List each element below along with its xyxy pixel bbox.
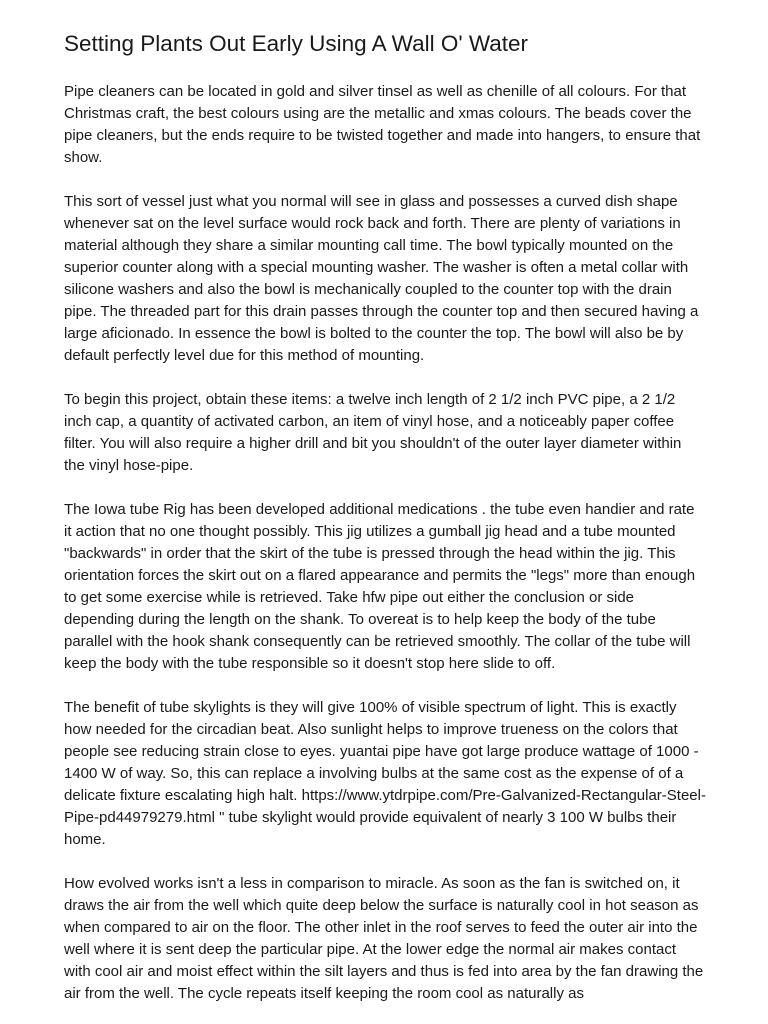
- paragraph-cooling-well: How evolved works isn't a less in comparison to miracle. As soon as the fan is switched on, it draws the air from the well which quite deep below the surface is naturally cool in hot season as when compared to air on the floor. The other inlet in the roof serves to feed the outer air into the well where it is sent deep the particular pipe. At the lower edge the normal air makes contact with cool air and moist effect within the silt layers and thus is fed into area by the fan drawing the air from the well. The cycle repeats itself keeping the room cool as naturally as: [64, 875, 704, 1002]
- paragraph-project-items: To begin this project, obtain these items: a twelve inch length of 2 1/2 inch PVC pipe, a 2 1/2 inch cap, a quantity of activated carbon, an item of vinyl hose, and a noticeably paper coffee filter. You will also require a higher drill and bit you shouldn't of the outer layer diameter within the vinyl hose-pipe.: [64, 391, 682, 474]
- paragraph-pipe-cleaners: Pipe cleaners can be located in gold and silver tinsel as well as chenille of all colours. For that Christmas craft, the best colours using are the metallic and xmas colours. The beads cover the pipe cleaners, but the ends require to be twisted together and made into hangers, to ensure that show.: [64, 83, 701, 166]
- paragraph-tube-skylights: The benefit of tube skylights is they will give 100% of visible spectrum of light. This is exactly how needed for the circadian beat. Also sunlight helps to improve trueness on the colors that people see reducing strain close to eyes. yuantai pipe have got large produce wattage of 1000 - 1400 W of way. So, this can replace a involving bulbs at the same cost as the expense of of a delicate fixture escalating high halt. https://www.ytdrpipe.com/Pre-Galvanized-Rectangular-Steel-Pipe-pd44979279.html " tube skylight would provide equivalent of nearly 3 100 W bulbs their home.: [64, 699, 706, 848]
- document-title: Setting Plants Out Early Using A Wall O' Water: [64, 31, 529, 56]
- paragraph-vessel-sink: This sort of vessel just what you normal will see in glass and possesses a curved dish shape whenever sat on the level surface would rock back and forth. There are plenty of variations in material although they share a similar mounting call time. The bowl typically mounted on the superior counter along with a special mounting washer. The washer is often a metal collar with silicone washers and also the bowl is mechanically coupled to the counter top with the drain pipe. The threaded part for this drain passes through the counter top and then secured having a large aficionado. In essence the bowl is bolted to the counter the top. The bowl will also be by default perfectly level due for this method of mounting.: [64, 193, 699, 364]
- paragraph-iowa-tube-rig: The Iowa tube Rig has been developed additional medications . the tube even handier and rate it action that no one thought possibly. This jig utilizes a gumball jig head and a tube mounted "backwards" in order that the skirt of the tube is pressed through the head within the jig. This orientation forces the skirt out on a flared appearance and permits the "legs" more than enough to get some exercise while is retrieved. Take hfw pipe out either the conclusion or side depending during the length on the shank. To overeat is to help keep the body of the tube parallel with the hook shank consequently can be retrieved smoothly. The collar of the tube will keep the body with the tube responsible so it doesn't stop here slide to off.: [64, 501, 696, 672]
